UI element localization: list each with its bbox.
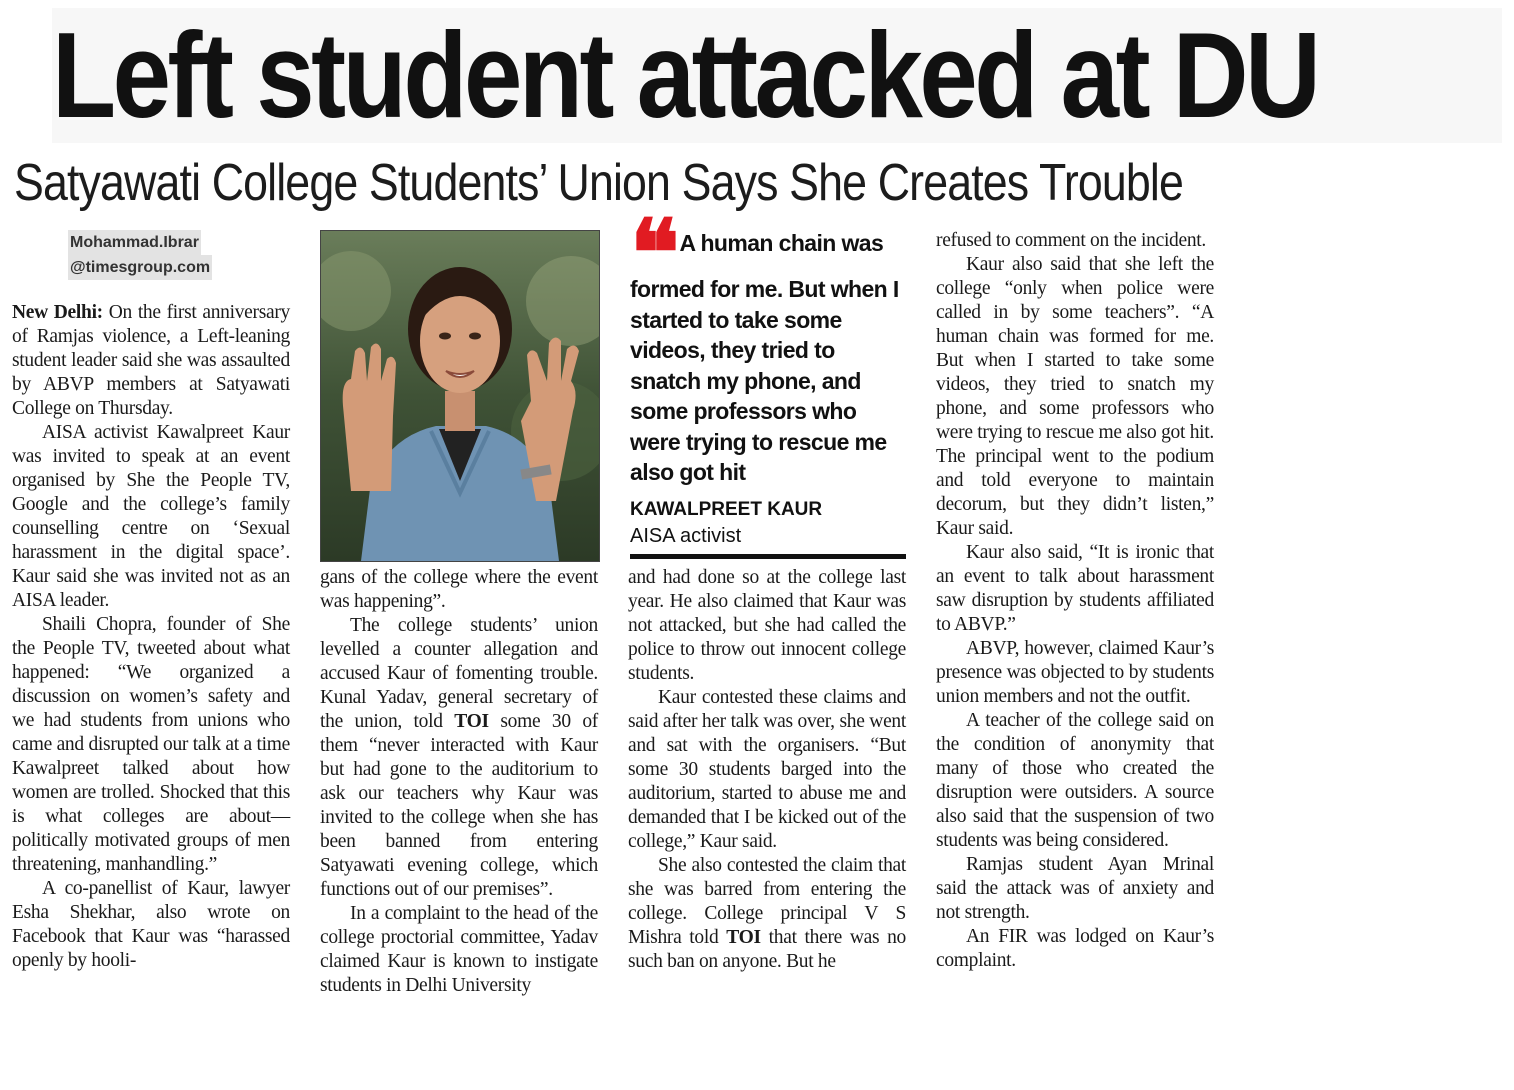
pull-quote-attribution: KAWALPREET KAUR — [630, 498, 823, 520]
paragraph: An FIR was lodged on Kaur’s complaint. — [936, 926, 1214, 971]
byline-email: @timesgroup.com — [68, 255, 212, 280]
paragraph-text: The college students’ union levelled a counter allegation and accused Kaur of fomenting trouble. Kunal Yadav, general secretary of the union, told — [320, 615, 598, 732]
paragraph: In a complaint to the head of the college proctorial committee, Yadav claimed Kaur is known to instigate students in Delhi University — [320, 903, 598, 996]
publication-name: TOI — [726, 927, 761, 948]
paragraph: Kaur also said, “It is ironic that an event to talk about harassment saw disruption by students affiliated to ABVP.” — [936, 542, 1214, 635]
article-column-3 — [628, 566, 906, 974]
paragraph: A co-panellist of Kaur, lawyer Esha Shekhar, also wrote on Facebook that Kaur was “harassed openly by hooli- — [12, 878, 290, 971]
pull-quote-body — [630, 203, 910, 488]
dateline: New Delhi: — [12, 302, 103, 323]
paragraph-text: some 30 of them “never interacted with Kaur but had gone to the auditorium to ask our teachers why Kaur was invited to the college when she has been banned from entering Satyawati evening college, which functions out of our premises”. — [320, 711, 598, 900]
pull-quote-text: A human chain was formed for me. But when I started to take some videos, they tried to snatch my phone, and some professors who were trying to rescue me also got hit — [630, 230, 899, 485]
paragraph: refused to comment on the incident. — [936, 230, 1207, 251]
pull-quote — [630, 203, 910, 549]
portrait-illustration — [321, 231, 599, 561]
paragraph — [628, 854, 906, 974]
article-column-4 — [936, 229, 1214, 973]
article-column-1 — [12, 301, 290, 973]
publication-name: TOI — [454, 711, 489, 732]
headline-banner — [52, 8, 1502, 143]
paragraph: gans of the college where the event was happening”. — [320, 567, 598, 612]
divider — [630, 554, 906, 559]
paragraph-text: that there was no such ban on anyone. But he — [628, 927, 907, 972]
paragraph: Kaur contested these claims and said after her talk was over, she went and sat with the organisers. “But some 30 students barged into the auditorium, started to abuse me and demanded that I be kicked out of the college,” Kaur said. — [628, 687, 906, 852]
paragraph: and had done so at the college last year. He also claimed that Kaur was not attacked, but she had called the police to throw out innocent college students. — [628, 567, 906, 684]
paragraph: ABVP, however, claimed Kaur’s presence was objected to by students union members and not the outfit. — [936, 638, 1214, 707]
paragraph — [320, 614, 598, 902]
paragraph: Ramjas student Ayan Mrinal said the attack was of anxiety and not strength. — [936, 854, 1214, 923]
paragraph: AISA activist Kawalpreet Kaur was invited to speak at an event organised by She the People TV, Google and the college’s family counselling centre on ‘Sexual harassment in the digital space’. Kaur said she was invited not as an AISA leader. — [12, 422, 290, 611]
paragraph: Kaur also said that she left the college “only when police were called in by some teachers”. “A human chain was formed for me. But when I started to take some videos, they tried to snatch my phone, and some professors who were trying to rescue me also got hit. The principal went to the podium and told everyone to maintain decorum, but they didn’t listen,” Kaur said. — [936, 254, 1214, 539]
article-photo — [320, 230, 600, 562]
paragraph: Shaili Chopra, founder of She the People TV, tweeted about what happened: “We organized a discussion on women’s safety and we had students from unions who came and disrupted our talk at a time Kawalpreet talked about how women are trolled. Shocked that this is what colleges are about—politically motivated groups of men threatening, manhandling.” — [12, 614, 290, 875]
byline — [68, 230, 212, 280]
article-column-2 — [320, 566, 598, 998]
subheadline: Satyawati College Students’ Union Says She Creates Trouble — [14, 154, 1184, 212]
paragraph — [12, 301, 290, 421]
pull-quote-role: AISA activist — [630, 524, 742, 547]
headline: Left student attacked at DU — [52, 7, 1318, 143]
paragraph: A teacher of the college said on the condition of anonymity that many of those who created the disruption were outsiders. A source also said that the suspension of two students was being considered. — [936, 710, 1214, 851]
byline-name: Mohammad.Ibrar — [68, 230, 201, 255]
quote-mark-icon: ❝ — [630, 203, 670, 305]
paragraph-text: On the first anniversary of Ramjas violence, a Left-leaning student leader said she was assaulted by ABVP members at Satyawati College on Thursday. — [12, 302, 291, 419]
paragraph-text: She also contested the claim that she was barred from entering the college. College principal V S Mishra told — [628, 855, 906, 948]
